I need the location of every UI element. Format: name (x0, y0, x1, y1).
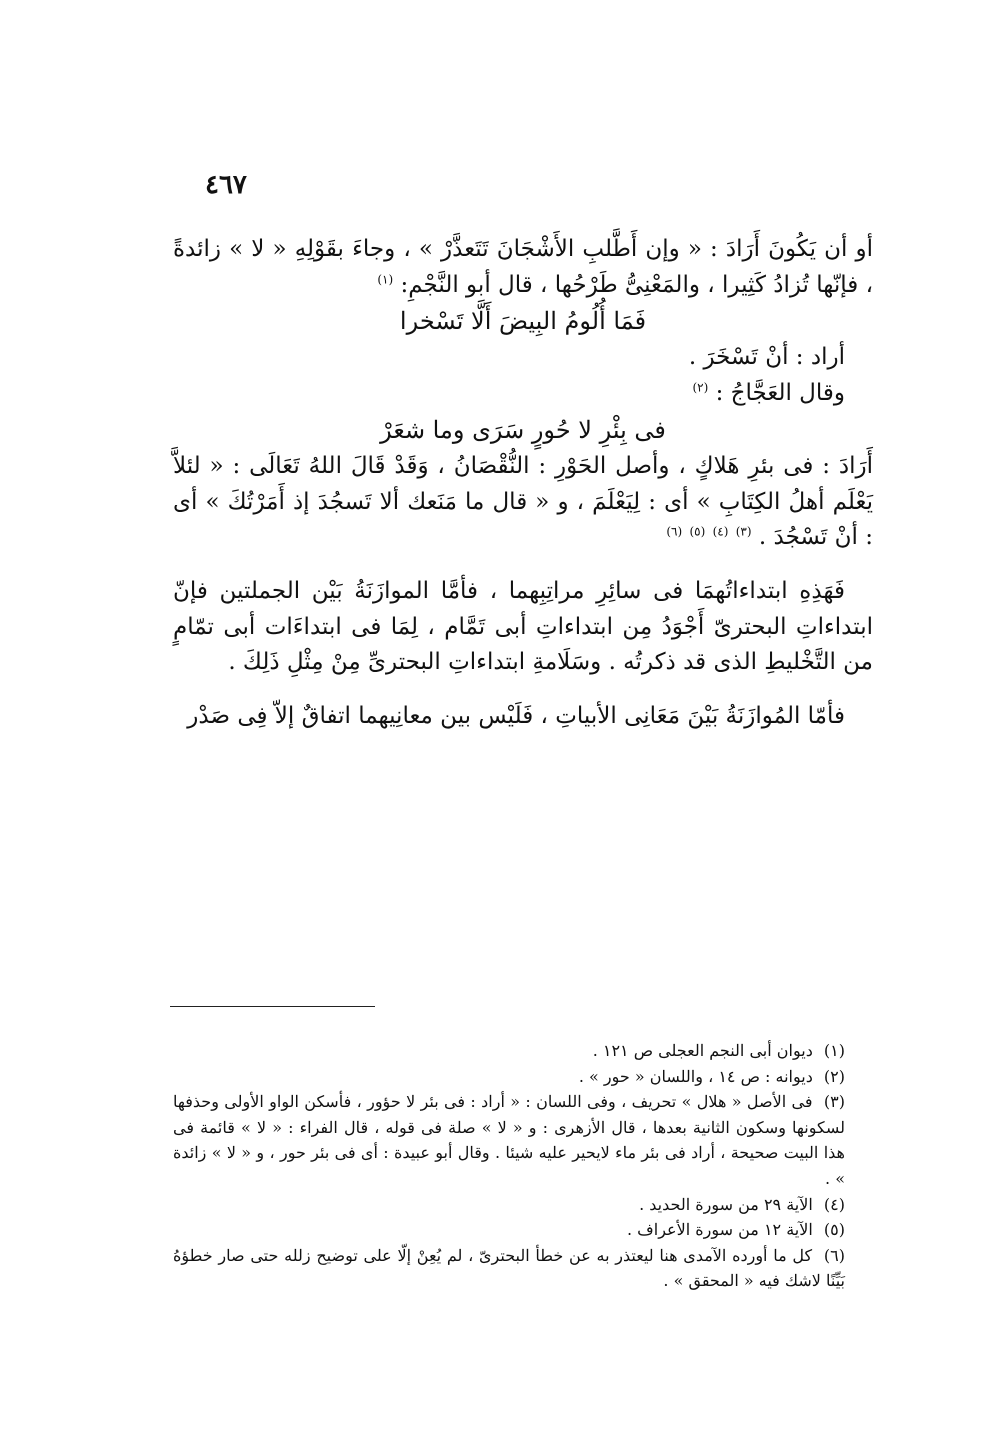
paragraph-5: فَهَذِهِ ابتداءاتُهمَا فى سائِرِ مراتِبِهما ، فأمَّا الموازَنَةُ بَيْن الجملتين فإنّ ابتداءاتِ البحترىّ أَجْوَدُ مِن ابتداءاتِ أبى تَمَّام ، لِمَا فى ابتداءَات أبى تمّامٍ من التَّخْليطِ الذى قد ذكرتُه . وسَلَامةِ ابتداءاتِ البحترىِّ مِنْ مِثْلِ ذَلِكَ . (173, 577, 873, 676)
footnote-1 (173, 1038, 873, 1064)
footnote-number: (٢) (823, 1066, 845, 1086)
note-mark-4: (٤) (712, 524, 729, 539)
note-mark-5: (٥) (689, 524, 706, 539)
paragraph-4 (173, 449, 873, 556)
note-mark-6: (٦) (666, 524, 683, 539)
paragraph-gap (173, 681, 873, 699)
footnote-number: (٣) (823, 1092, 845, 1112)
note-mark-3: (٣) (735, 524, 752, 539)
footnote-text: الآية ٢٩ من سورة الحديد . (639, 1194, 813, 1214)
paragraph-1-text: أو أن يَكُونَ أَرَادَ : « وإن أَطَّلبِ الأَشْجَانَ تَتَعذَّرْ » ، وجاءَ بقَوْلِهِ « لا » زائدةً ، فإنّها تُزادُ كَثِيرا ، والمَعْنِىُّ طَرْحُها ، قال أبو النَّجْمِ: (173, 236, 873, 298)
page-number: ٤٦٧ (205, 170, 247, 200)
paragraph-gap (173, 556, 873, 574)
footnote-text: ديوان أبى النجم العجلى ص ١٢١ . (592, 1041, 813, 1060)
footnote-number: (٦) (823, 1245, 846, 1265)
paragraph-1 (173, 232, 873, 303)
footnote-number: (١) (823, 1041, 845, 1060)
main-text (173, 232, 873, 734)
note-mark-1: (١) (377, 271, 394, 286)
footnote-text: فى الأصل « هلال » تحريف ، وفى اللسان : « أراد : فى بئر لا حؤور ، فأسكن الواو الأولى وحذفها لسكونها وسكون الثانية بعدها ، قال الأزهرى : و « لا » صلة فى قوله ، قال الفراء : « لا » قائمة فى هذا البيت صحيحة ، أراد فى بئر ماء لايحير عليه شيئا . وقال أبو عبيدة : أى فى بئر حور ، و « لا » زائدة » . (173, 1092, 845, 1188)
line-3 (173, 376, 873, 412)
note-mark-2: (٢) (692, 380, 709, 395)
footnote-5 (173, 1217, 873, 1243)
footnote-number: (٤) (823, 1194, 845, 1214)
footnote-separator (170, 1006, 375, 1007)
verse-1: فَمَا أُلُومُ البِيضَ أَلَّا تَسْخرا (399, 307, 647, 336)
paragraph-4-text: أَرَادَ : فى بئرِ هَلاكٍ ، وأصل الحَوْرِ : النُّقْصَانُ ، وَقَدْ قَالَ اللهُ تَعَالَى : « لئلاَّ يَعْلَم أهلُ الكِتَابِ » أى : لِيَعْلَمَ ، و « قال ما مَنَعك ألا تَسجُدَ إذ أَمَرْتُكَ » أى : أنْ تَسْجُدَ . (173, 452, 873, 551)
footnote-text: ديوانه : ص ١٤ ، واللسان « حور » . (578, 1066, 813, 1086)
line-2: أراد : أنْ تَسْخَرَ . (688, 344, 845, 371)
footnote-2 (173, 1064, 873, 1090)
verse-2: فى بِئْرِ لا حُورٍ سَرَى وما شعَرْ (380, 415, 666, 444)
footnote-4 (173, 1192, 873, 1218)
footnote-number: (٥) (823, 1220, 845, 1240)
paragraph-6: فأمّا المُوازَنَةُ بَيْنَ مَعَانِى الأبياتِ ، فَلَيْس بين معانِيهما اتفاقٌ إلاّ فِى صَدْر (187, 702, 845, 729)
footnote-text: الآية ١٢ من سورة الأعراف . (627, 1220, 813, 1240)
line-3-text: وقال العَجَّاجُ : (715, 380, 845, 407)
footnote-6 (173, 1243, 873, 1294)
footnote-text: كل ما أورده الآمدى هنا ليعتذر به عن خطأ البحترىّ ، لم يُعِنْ إلّا على توضيح زلله حتى صار خطؤهُ بَيِّنًا لاشك فيه « المحقق » . (173, 1245, 845, 1291)
footnote-3 (173, 1089, 873, 1191)
footnotes (173, 1038, 873, 1294)
